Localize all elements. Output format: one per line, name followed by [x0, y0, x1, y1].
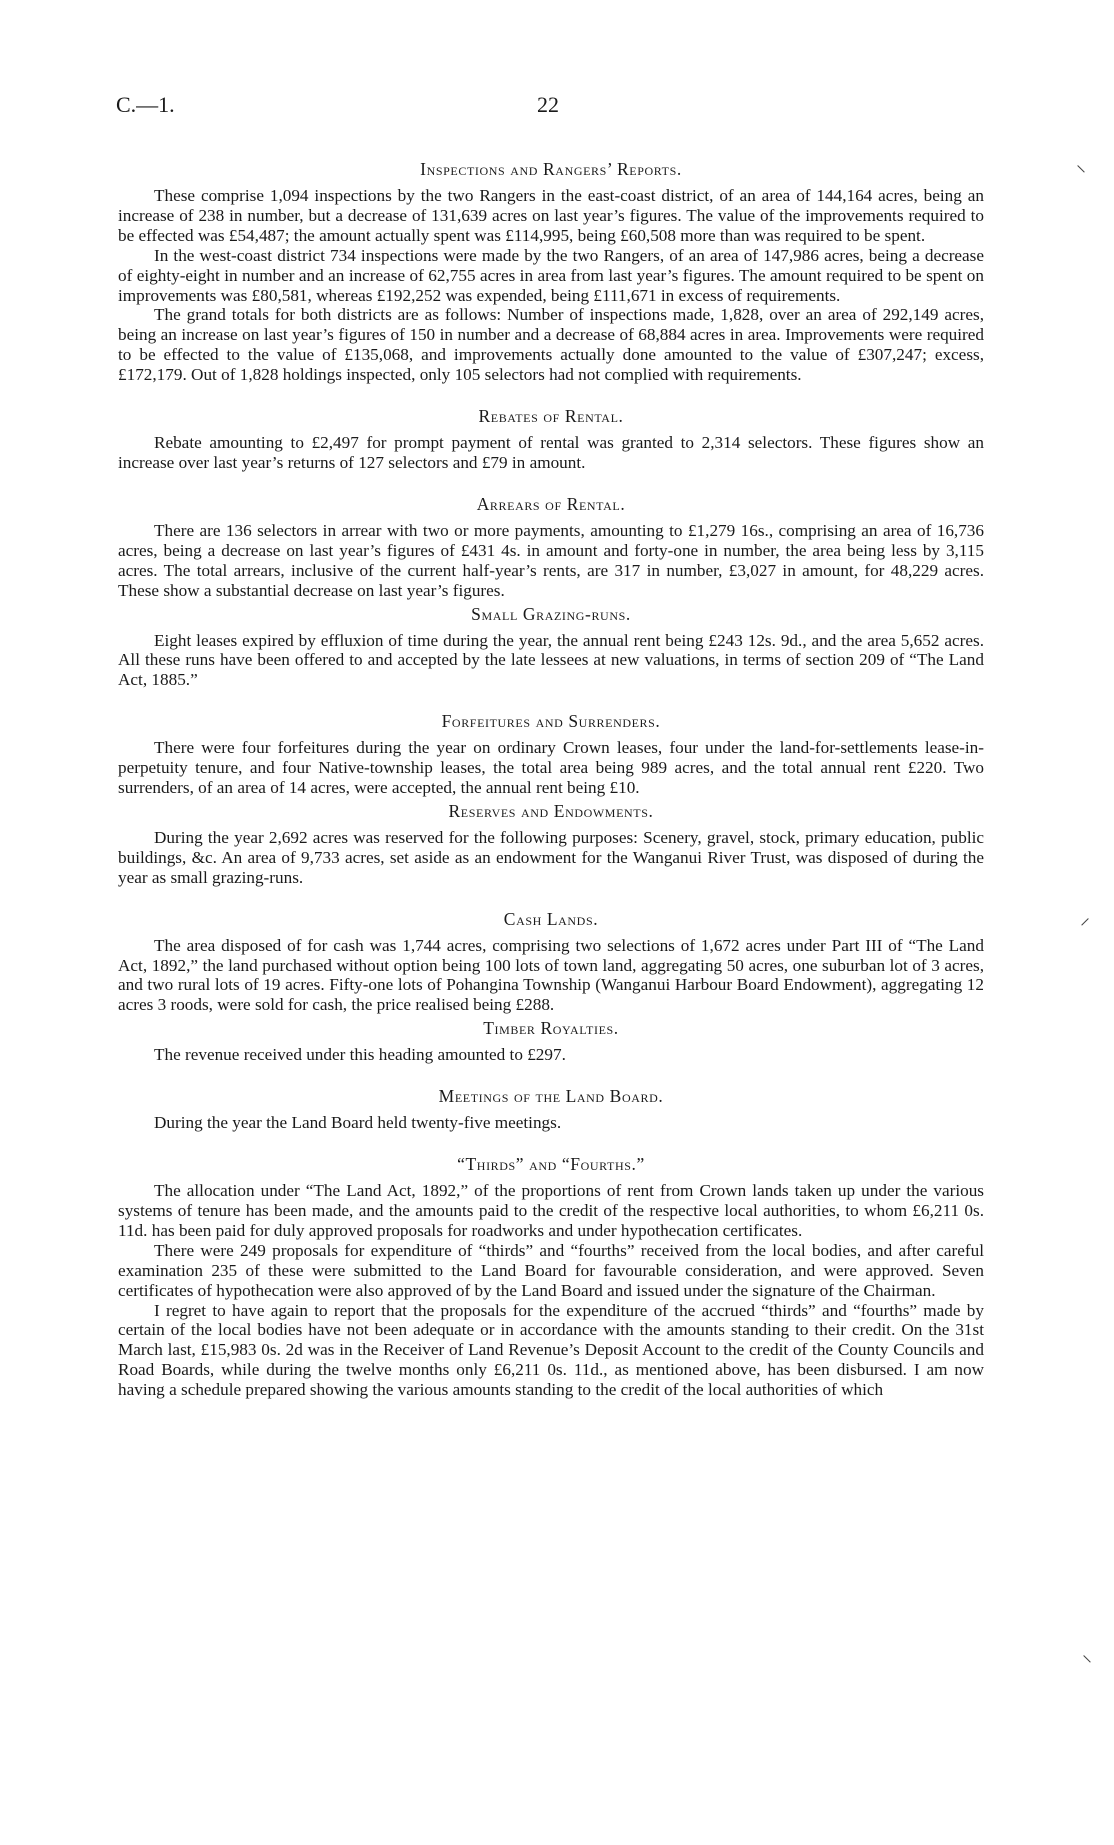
- section-land-board-meetings: [118, 1085, 984, 1133]
- section-heading: Cash Lands.: [503, 908, 599, 929]
- paragraph: Eight leases expired by effluxion of time during the year, the annual rent being £243 12s. 9d., and the area 5,652 acres. All these runs have been offered to and accepted by the late lessees at new valuations, in terms of section 209 of “The Land Act, 1885.”: [118, 630, 984, 690]
- section-heading: Rebates of Rental.: [478, 406, 624, 427]
- section-heading: Arrears of Rental.: [476, 493, 626, 514]
- paragraph: There are 136 selectors in arrear with two or more payments, amounting to £1,279 16s., comprising an area of 16,736 acres, being a decrease on last year’s figures of £431 4s. in amount and forty-one in number, the area being less by 3,115 acres. The total arrears, inclusive of the current half-year’s rents, are 317 in number, £3,027 in amount, for 48,229 acres. These show a substantial decrease on last year’s figures.: [118, 520, 984, 600]
- section-rebates: [118, 405, 984, 473]
- section-forfeitures: [118, 710, 984, 798]
- paragraph: I regret to have again to report that the proposals for the expenditure of the accrued “thirds” and “fourths” made by certain of the local bodies have not been adequate or in accordance with the amounts standing to their credit. On the 31st March last, £15,983 0s. 2d was in the Receiver of Land Revenue’s Deposit Account to the credit of the County Councils and Road Boards, while during the twelve months only £6,211 0s. 11d., as mentioned above, has been disbursed. I am now having a schedule prepared showing the various amounts standing to the credit of the local authorities of which: [118, 1300, 984, 1400]
- section-heading: Meetings of the Land Board.: [438, 1086, 664, 1107]
- paragraph: During the year 2,692 acres was reserved for the following purposes: Scenery, gravel, stock, primary education, public buildings, &c. An area of 9,733 acres, set aside as an endowment for the Wanganui River Trust, was disposed of during the year as small grazing-runs.: [118, 827, 984, 887]
- section-heading: Reserves and Endowments.: [448, 800, 654, 821]
- section-heading: Inspections and Rangers’ Reports.: [420, 159, 682, 179]
- section-thirds-and-fourths: [118, 1153, 984, 1400]
- paragraph: In the west-coast district 734 inspections were made by the two Rangers, of an area of 147,986 acres, being a decrease of eighty-eight in number and an increase of 62,755 acres in area from last year’s figures. The amount required to be spent on improvements was £80,581, whereas £192,252 was expended, being £111,671 in excess of requirements.: [118, 245, 984, 305]
- section-heading: Timber Royalties.: [483, 1018, 619, 1039]
- margin-mark: ⸜: [1076, 154, 1086, 176]
- section-arrears: [118, 493, 984, 601]
- section-timber-royalties: [118, 1017, 984, 1065]
- paragraph: The grand totals for both districts are as follows: Number of inspections made, 1,828, over an area of 292,149 acres, being an increase on last year’s figures of 150 in number and a decrease of 68,884 acres in area. Improvements were required to be effected to the value of £135,068, and improvements actually done amounted to the value of £307,247; excess, £172,179. Out of 1,828 holdings inspected, only 105 selectors had not complied with requirements.: [118, 305, 984, 385]
- section-small-grazing-runs: [118, 603, 984, 691]
- paragraph: There were 249 proposals for expenditure of “thirds” and “fourths” received from the local bodies, and after careful examination 235 of these were submitted to the Land Board for favourable consideration, and were approved. Seven certificates of hypothecation were also approved of by the Land Board and issued under the signature of the Chairman.: [118, 1240, 984, 1300]
- margin-mark: ⸜: [1082, 1644, 1092, 1666]
- section-heading: Forfeitures and Surrenders.: [441, 711, 661, 732]
- section-heading: “Thirds” and “Fourths.”: [457, 1154, 645, 1175]
- document-body: [118, 158, 984, 1400]
- section-inspections: [118, 158, 984, 385]
- paragraph: There were four forfeitures during the year on ordinary Crown leases, four under the land-for-settlements lease-in-perpetuity tenure, and four Native-township leases, the total area being 989 acres, and the total annual rent £220. Two surrenders, of an area of 14 acres, were accepted, the annual rent being £10.: [118, 738, 984, 798]
- section-reserves: [118, 800, 984, 888]
- section-heading: Small Grazing-runs.: [471, 603, 631, 624]
- parliamentary-paper-reference: C.—1.: [116, 92, 175, 117]
- paragraph: These comprise 1,094 inspections by the two Rangers in the east-coast district, of an area of 144,164 acres, being an increase of 238 in number, but a decrease of 131,639 acres on last year’s figures. The value of the improvements required to be effected was £54,487; the amount actually spent was £114,995, being £60,508 more than was required to be spent.: [118, 186, 984, 245]
- section-cash-lands: [118, 908, 984, 1016]
- paragraph: The allocation under “The Land Act, 1892,” of the proportions of rent from Crown lands taken up under the various systems of tenure has been made, and the amounts paid to the credit of the respective local authorities, to whom £6,211 0s. 11d. has been paid for duly approved proposals for roadworks and under hypothecation certificates.: [118, 1181, 984, 1240]
- paragraph: Rebate amounting to £2,497 for prompt payment of rental was granted to 2,314 selectors. These figures show an increase over last year’s returns of 127 selectors and £79 in amount.: [118, 433, 984, 472]
- paragraph: During the year the Land Board held twenty-five meetings.: [154, 1113, 562, 1133]
- margin-mark: ⸝: [1080, 907, 1090, 929]
- paragraph: The revenue received under this heading amounted to £297.: [154, 1045, 566, 1065]
- page-number: 22: [537, 92, 559, 117]
- paragraph: The area disposed of for cash was 1,744 acres, comprising two selections of 1,672 acres under Part III of “The Land Act, 1892,” the land purchased without option being 100 lots of town land, aggregating 50 acres, one suburban lot of 3 acres, and two rural lots of 19 acres. Fifty-one lots of Pohangina Township (Wanganui Harbour Board Endowment), aggregating 12 acres 3 roods, were sold for cash, the price realised being £288.: [118, 935, 984, 1015]
- page-header: [0, 92, 1114, 122]
